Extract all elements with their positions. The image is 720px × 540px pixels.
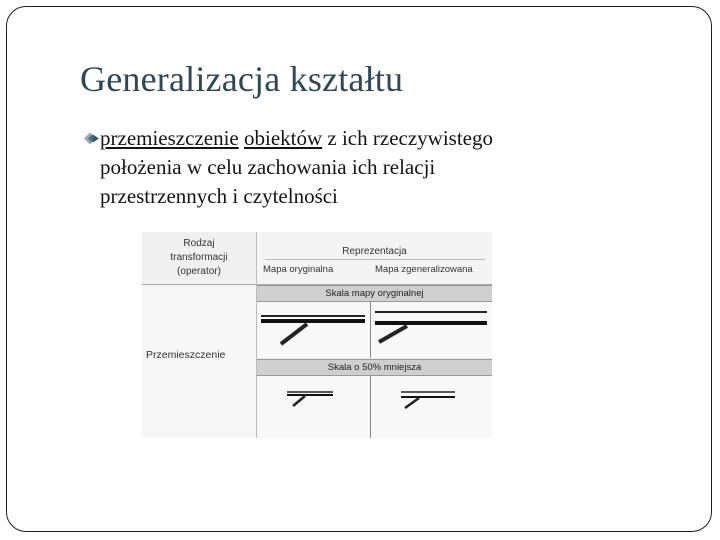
cell-original-small: [257, 376, 370, 438]
scale-band-original-label: Skala mapy oryginalnej: [325, 288, 424, 299]
generalization-figure: [142, 232, 492, 438]
figure-row-operator: [142, 285, 257, 438]
bullet-word-obiektow: obiektów: [244, 126, 323, 150]
bullet-item: [84, 124, 624, 211]
diamond-arrow-icon: [84, 132, 99, 145]
bullet-line-2: położenia w celu zachowania ich relacji: [100, 155, 436, 179]
cell-original-large: [257, 302, 370, 358]
figure-header-operator: [142, 232, 257, 285]
road-symbol-generalized-small: [371, 376, 492, 438]
header-col-generalized: Mapa zgeneralizowana: [375, 264, 473, 275]
bullet-word-przemieszczenie: przemieszczenie: [100, 126, 239, 150]
header-representation-label: Reprezentacja: [342, 246, 407, 257]
scale-band-original: [257, 285, 492, 302]
bullet-line-3: przestrzennych i czytelności: [100, 184, 338, 208]
cell-generalized-small: [371, 376, 492, 438]
road-symbol-original-small: [257, 376, 370, 438]
scale-band-reduced-label: Skala o 50% mniejsza: [327, 362, 422, 373]
cell-generalized-large: [371, 302, 492, 358]
header-left-line-3: (operator): [177, 266, 221, 277]
bullet-line-1: [84, 124, 624, 153]
header-left-line-2: transformacji: [170, 252, 228, 263]
figure-header-representation: [257, 232, 492, 285]
road-symbol-original-large: [257, 302, 370, 358]
row-label-przemieszczenie: Przemieszczenie: [146, 349, 226, 361]
header-col-original: Mapa oryginalna: [263, 264, 334, 275]
road-symbol-generalized-large: [371, 302, 492, 358]
scale-band-reduced: [257, 359, 492, 376]
slide-title: Generalizacja kształtu: [80, 59, 404, 99]
bullet-rest-line1: z ich rzeczywistego: [322, 126, 493, 150]
header-left-line-1: Rodzaj: [183, 238, 215, 249]
header-divider: [265, 259, 485, 260]
